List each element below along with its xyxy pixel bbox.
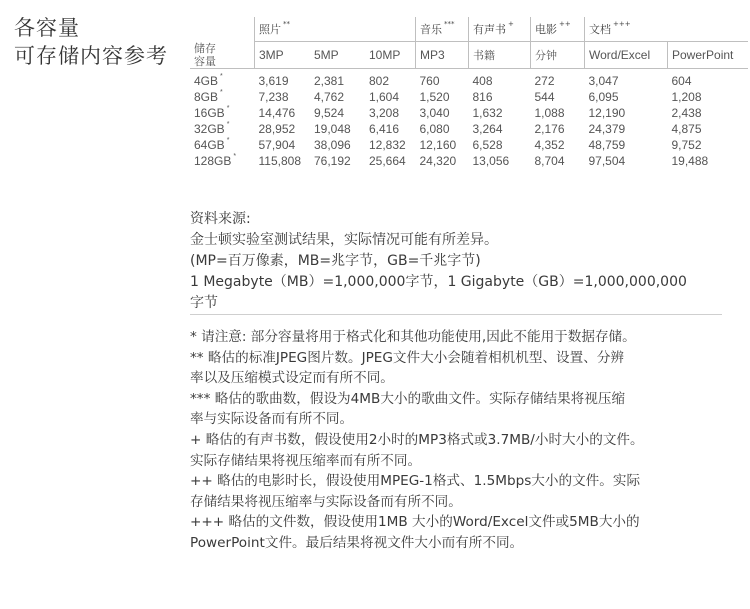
footnote-line: + 略估的有声书数，假设使用2小时的MP3格式或3.7MB/小时大小的文件。 [190,431,644,448]
footnote-line: 存储结果将视压缩率与实际设备而有所不同。 [190,493,462,510]
table-row [190,69,748,90]
value-cell: 4,762 [314,90,345,104]
capacity-cell: 128GB * [194,153,237,168]
footnote-line: PowerPoint文件。最后结果将视文件大小而有所不同。 [190,534,524,551]
value-cell: 6,080 [419,122,450,136]
group-photos: 照片 ** [255,17,416,42]
group-music: 音乐 *** [416,17,469,42]
capacity-header: 储存 容量 [190,42,255,69]
table-row [190,105,748,121]
col-5mp: 5MP [310,42,365,69]
col-10mp: 10MP [365,42,416,69]
value-cell: 7,238 [258,90,289,104]
value-cell: 115,808 [258,154,301,168]
col-word-excel: Word/Excel [585,42,668,69]
value-cell: 48,759 [588,138,626,152]
source-heading: 资料来源: [190,211,251,227]
footnote-line: 率以及压缩模式设定而有所不同。 [190,370,394,387]
group-audiobooks: 有声书 + [469,17,531,42]
capacity-cell: 8GB * [194,89,223,104]
value-cell: 76,192 [314,154,351,168]
footnote-line: 率与实际设备而有所不同。 [190,411,354,428]
value-cell: 2,438 [671,106,702,120]
value-cell: 408 [472,74,493,88]
value-cell: 12,190 [588,106,626,120]
capacity-cell: 4GB * [194,73,223,88]
source-line: (MP=百万像素，MB=兆字节，GB=千兆字节) [190,253,481,269]
footnotes [190,327,735,554]
value-cell: 97,504 [588,154,626,168]
value-cell: 28,952 [258,122,296,136]
value-cell: 24,320 [419,154,457,168]
capacity-cell: 32GB * [194,121,230,136]
group-header-row [190,17,748,42]
col-powerpoint: PowerPoint [668,42,749,69]
table-row [190,137,748,153]
value-cell: 3,619 [258,74,289,88]
value-cell: 544 [534,90,555,104]
value-cell: 760 [419,74,440,88]
capacity-cell: 64GB * [194,137,230,152]
footnote-line: 实际存储结果将视压缩率而有所不同。 [190,452,422,469]
value-cell: 3,264 [472,122,503,136]
value-cell: 57,904 [258,138,296,152]
divider [190,314,722,315]
value-cell: 9,524 [314,106,345,120]
value-cell: 8,704 [534,154,565,168]
value-cell: 9,752 [671,138,702,152]
value-cell: 604 [671,74,692,88]
table-row [190,89,748,105]
value-cell: 38,096 [314,138,351,152]
footnote-line: ** 略估的标准JPEG图片数。JPEG文件大小会随着相机机型、设置、分辨 [190,349,625,366]
value-cell: 3,047 [588,74,619,88]
value-cell: 13,056 [472,154,510,168]
value-cell: 802 [369,74,390,88]
value-cell: 14,476 [258,106,296,120]
source-line: 字节 [190,295,218,311]
value-cell: 3,040 [419,106,450,120]
value-cell: 19,048 [314,122,351,136]
value-cell: 6,095 [588,90,619,104]
source-section [190,209,750,314]
value-cell: 3,208 [369,106,400,120]
value-cell: 816 [472,90,493,104]
value-cell: 1,208 [671,90,702,104]
value-cell: 4,352 [534,138,565,152]
value-cell: 1,088 [534,106,565,120]
value-cell: 12,832 [369,138,406,152]
footnote-line: +++ 略估的文件数，假设使用1MB 大小的Word/Excel文件或5MB大小的 [190,514,640,531]
col-minutes: 分钟 [531,42,585,69]
value-cell: 4,875 [671,122,702,136]
value-cell: 2,381 [314,74,345,88]
col-books: 书籍 [469,42,531,69]
value-cell: 25,664 [369,154,406,168]
value-cell: 12,160 [419,138,457,152]
page-title [14,14,168,70]
footnote-line: ++ 略估的电影时长，假设使用MPEG-1格式、1.5Mbps大小的文件。实际 [190,473,641,490]
subheader-row [190,42,748,69]
footnote-line: * 请注意: 部分容量将用于格式化和其他功能使用,因此不能用于数据存储。 [190,329,636,345]
value-cell: 6,416 [369,122,400,136]
value-cell: 1,604 [369,90,400,104]
group-documents: 文档 +++ [585,17,749,42]
group-movies: 电影 ++ [531,17,585,42]
value-cell: 272 [534,74,555,88]
table-row [190,153,748,169]
table-row [190,121,748,137]
value-cell: 24,379 [588,122,626,136]
capacity-cell: 16GB * [194,105,230,120]
source-line: 1 Megabyte（MB）=1,000,000字节，1 Gigabyte（GB）=1,000,000,000 [190,274,687,290]
value-cell: 19,488 [671,154,709,168]
value-cell: 1,632 [472,106,503,120]
col-mp3: MP3 [416,42,469,69]
capacity-table [190,17,748,169]
title-line-1: 各容量 [14,16,80,40]
value-cell: 2,176 [534,122,565,136]
footnote-line: *** 略估的歌曲数，假设为4MB大小的歌曲文件。实际存储结果将视压缩 [190,390,626,407]
source-line: 金士顿实验室测试结果，实际情况可能有所差异。 [190,232,498,248]
col-3mp: 3MP [255,42,311,69]
value-cell: 1,520 [419,90,450,104]
value-cell: 6,528 [472,138,503,152]
title-line-2: 可存储内容参考 [14,44,168,68]
